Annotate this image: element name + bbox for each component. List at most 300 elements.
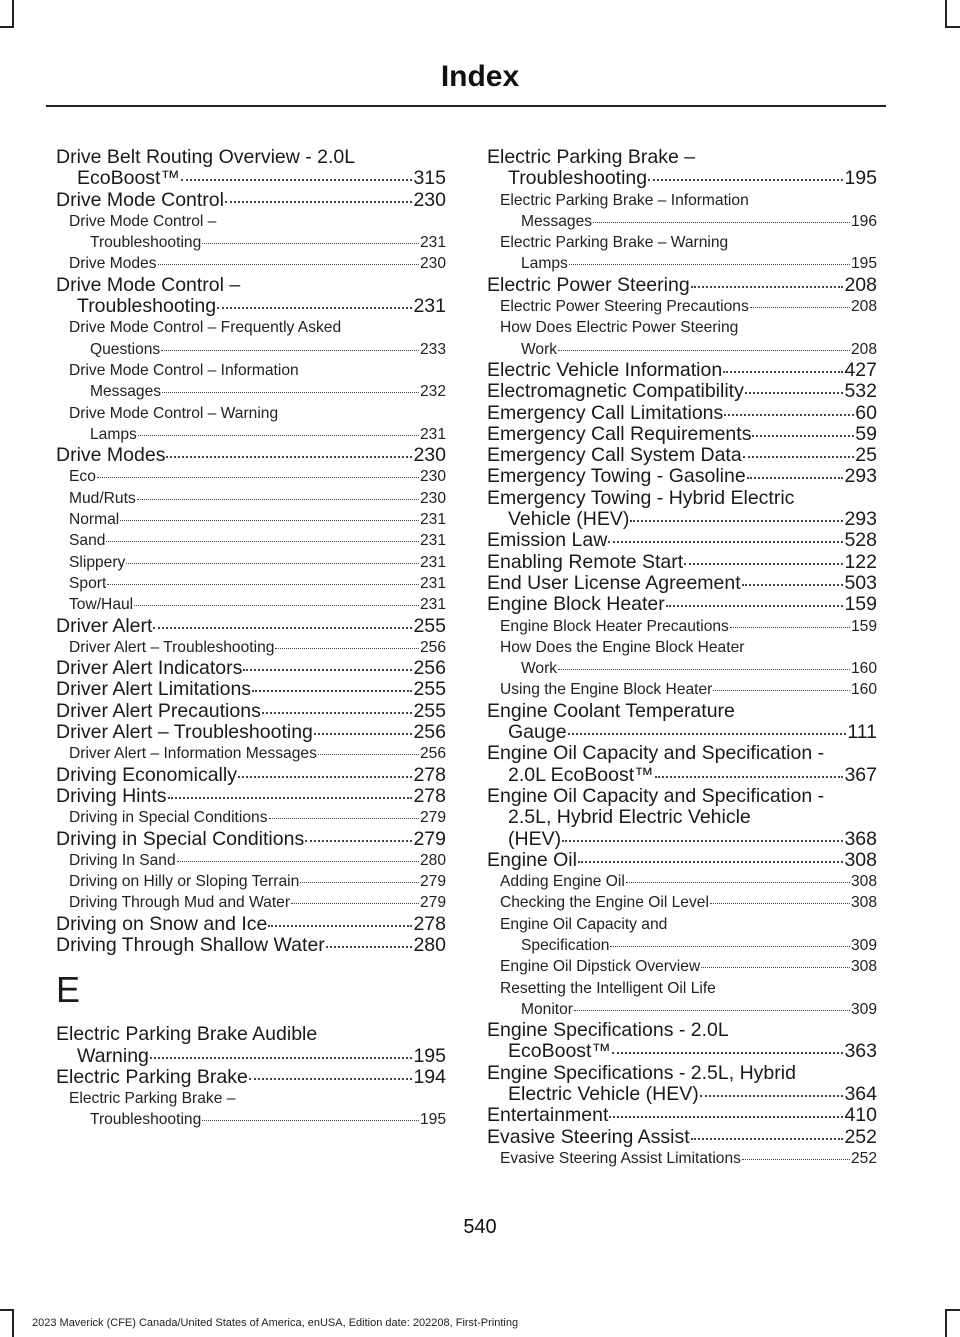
index-entry[interactable] (56, 445, 446, 466)
entry-text-line: Drive Mode Control – Frequently Asked (69, 319, 342, 337)
entry-page-number: 503 (844, 572, 877, 594)
index-entry[interactable] (56, 701, 446, 722)
entry-label: Tow/Haul (69, 596, 134, 614)
index-column-right (487, 147, 877, 1169)
entry-leader-line (500, 679, 877, 700)
dot-leader (562, 840, 843, 842)
index-subentry[interactable] (487, 232, 877, 275)
entry-page-number: 111 (847, 722, 877, 744)
entry-text-line: Engine Oil Capacity and (500, 915, 668, 933)
entry-label: Troubleshooting (508, 168, 648, 190)
index-entry[interactable] (56, 190, 446, 211)
dot-leader (168, 797, 413, 799)
entry-label: Electric Vehicle Information (487, 359, 723, 381)
entry-page-number: 528 (844, 530, 877, 552)
index-subentry[interactable] (487, 871, 877, 892)
entry-page-number: 60 (855, 402, 877, 424)
entry-page-number: 230 (413, 189, 446, 211)
dot-leader (684, 563, 843, 565)
index-subentry[interactable] (56, 360, 446, 403)
entry-page-number: 232 (419, 383, 446, 401)
entry-label: Electric Power Steering Precautions (500, 298, 749, 316)
index-entry[interactable] (56, 1024, 446, 1067)
index-subentry[interactable] (56, 594, 446, 615)
dot-leader (305, 840, 412, 842)
entry-page-number: 255 (413, 679, 446, 701)
entry-label: Work (521, 340, 558, 358)
dot-leader (252, 690, 412, 692)
index-subentry[interactable] (56, 530, 446, 551)
index-subentry[interactable] (487, 978, 877, 1021)
index-entry[interactable] (487, 850, 877, 871)
entry-leader-line (56, 914, 446, 935)
entry-text-line: Drive Mode Control – (69, 212, 217, 230)
dot-leader (608, 541, 843, 543)
dot-leader (97, 477, 419, 478)
entry-leader-line (69, 892, 446, 913)
index-subentry[interactable] (487, 892, 877, 913)
entry-label: Troubleshooting (90, 234, 202, 252)
entry-text-line: Electric Parking Brake Audible (56, 1023, 318, 1046)
index-subentry[interactable] (56, 253, 446, 274)
entry-page-number: 256 (419, 638, 446, 656)
dot-leader (138, 435, 419, 436)
entry-page-number: 279 (413, 828, 446, 850)
index-subentry[interactable] (56, 573, 446, 594)
entry-label: 2.0L EcoBoost™ (508, 764, 654, 786)
entry-page-number: 252 (844, 1126, 877, 1148)
entry-leader-line (487, 403, 877, 424)
entry-text-line: Resetting the Intelligent Oil Life (500, 979, 716, 997)
dot-leader (745, 392, 844, 394)
dot-leader (106, 541, 419, 542)
index-entry[interactable] (56, 786, 446, 807)
index-subentry[interactable] (56, 743, 446, 764)
entry-leader-line (56, 616, 446, 637)
page-title: Index (440, 60, 520, 93)
index-entry[interactable] (56, 722, 446, 743)
section-letter: E (56, 969, 81, 1011)
entry-label: Mud/Ruts (69, 489, 136, 507)
index-subentry[interactable] (487, 679, 877, 700)
entry-leader-line (69, 466, 446, 487)
entry-label: Checking the Engine Oil Level (500, 894, 709, 912)
dot-leader (568, 733, 847, 735)
entry-leader-line (487, 360, 877, 381)
dot-leader (666, 605, 844, 607)
entry-label: Engine Block Heater Precautions (500, 617, 729, 635)
index-entry[interactable] (56, 679, 446, 700)
entry-leader-line (56, 829, 446, 850)
index-subentry[interactable] (56, 466, 446, 487)
entry-label: Emergency Call Requirements (487, 423, 752, 445)
entry-label: Lamps (90, 425, 137, 443)
crop-mark (12, 0, 14, 26)
entry-leader-line (487, 850, 877, 871)
dot-leader (752, 435, 854, 437)
index-entry[interactable] (56, 275, 446, 318)
dot-leader (318, 754, 419, 755)
entry-label: Electromagnetic Compatibility (487, 381, 744, 403)
entry-leader-line (487, 275, 877, 296)
entry-label: Troubleshooting (77, 296, 217, 318)
dot-leader (217, 307, 412, 309)
entry-text-line: Emergency Towing - Hybrid Electric (487, 486, 795, 509)
entry-text-line: Drive Mode Control – Information (69, 361, 299, 379)
dot-leader (291, 903, 419, 904)
index-entry[interactable] (56, 658, 446, 679)
entry-text-line: Drive Belt Routing Overview - 2.0L (56, 146, 356, 168)
entry-label: Troubleshooting (90, 1111, 202, 1129)
index-entry[interactable] (487, 147, 877, 190)
entry-label: Specification (521, 936, 610, 954)
entry-leader-line (500, 892, 877, 913)
entry-page-number: 231 (419, 425, 446, 443)
entry-leader-line (487, 829, 877, 850)
index-subentry[interactable] (487, 317, 877, 360)
entry-leader-line (500, 296, 877, 317)
entry-leader-line (487, 1127, 877, 1148)
index-entry[interactable] (56, 935, 446, 956)
index-entry[interactable] (487, 403, 877, 424)
entry-page-number: 231 (419, 511, 446, 529)
dot-leader (713, 690, 850, 691)
index-subentry[interactable] (487, 296, 877, 317)
index-entry[interactable] (487, 275, 877, 296)
entry-page-number: 279 (419, 809, 446, 827)
entry-leader-line (69, 488, 446, 509)
entry-label: Driver Alert – Troubleshooting (56, 722, 313, 744)
entry-leader-line (500, 871, 877, 892)
entry-leader-line (69, 573, 446, 594)
entry-leader-line (500, 935, 877, 956)
entry-label: Enabling Remote Start (487, 551, 684, 573)
dot-leader (120, 520, 419, 521)
entry-leader-line (500, 999, 877, 1020)
entry-page-number: 255 (413, 700, 446, 722)
dot-leader (275, 648, 419, 649)
entry-label: Monitor (521, 1000, 573, 1018)
entry-page-number: 231 (419, 234, 446, 252)
entry-label: Driving Hints (56, 785, 167, 807)
index-entry[interactable] (487, 594, 877, 615)
entry-page-number: 308 (850, 958, 877, 976)
index-entry[interactable] (487, 552, 877, 573)
dot-leader (161, 350, 419, 351)
entry-leader-line (56, 722, 446, 743)
entry-label: Gauge (508, 722, 567, 744)
entry-leader-line (487, 573, 877, 594)
entry-leader-line (56, 658, 446, 679)
index-entry[interactable] (56, 829, 446, 850)
dot-leader (269, 818, 419, 819)
index-subentry[interactable] (487, 190, 877, 233)
entry-leader-line (487, 1041, 877, 1062)
entry-page-number: 230 (419, 489, 446, 507)
entry-label: Adding Engine Oil (500, 873, 625, 891)
entry-leader-line (500, 1148, 877, 1169)
entry-leader-line (487, 168, 877, 189)
index-entry[interactable] (487, 424, 877, 445)
index-column-left (56, 147, 446, 1131)
dot-leader (181, 179, 412, 181)
dot-leader (166, 456, 412, 458)
dot-leader (150, 1057, 413, 1059)
index-subentry[interactable] (487, 637, 877, 680)
dot-leader (300, 882, 419, 883)
entry-label: Driver Alert – Troubleshooting (69, 638, 275, 656)
entry-leader-line (487, 552, 877, 573)
entry-label: Driving Through Mud and Water (69, 894, 291, 912)
index-subentry[interactable] (56, 317, 446, 360)
entry-page-number: 279 (419, 894, 446, 912)
entry-label: Emission Law (487, 530, 608, 552)
entry-label: Electric Power Steering (487, 274, 690, 296)
entry-label: Driver Alert Limitations (56, 679, 252, 701)
entry-page-number: 230 (419, 468, 446, 486)
entry-text-line: 2.5L, Hybrid Electric Vehicle (508, 806, 751, 829)
entry-leader-line (500, 658, 877, 679)
entry-page-number: 308 (850, 894, 877, 912)
entry-label: Engine Oil (487, 849, 577, 871)
entry-label: Emergency Towing - Gasoline (487, 466, 746, 488)
index-subentry[interactable] (56, 637, 446, 658)
index-subentry[interactable] (56, 807, 446, 828)
entry-label: Slippery (69, 553, 126, 571)
index-subentry[interactable] (56, 850, 446, 871)
entry-text-line: Drive Mode Control – Warning (69, 404, 279, 422)
dot-leader (569, 264, 850, 265)
dot-leader (158, 264, 419, 265)
entry-page-number: 195 (850, 255, 877, 273)
entry-leader-line (487, 381, 877, 402)
entry-page-number: 196 (850, 212, 877, 230)
entry-leader-line (69, 594, 446, 615)
entry-page-number: 208 (844, 274, 877, 296)
entry-page-number: 208 (850, 340, 877, 358)
page-number: 540 (463, 1216, 497, 1238)
entry-page-number: 364 (844, 1084, 877, 1106)
entry-page-number: 255 (413, 615, 446, 637)
entry-label: Engine Block Heater (487, 594, 665, 616)
entry-page-number: 367 (844, 764, 877, 786)
entry-page-number: 195 (413, 1045, 446, 1067)
index-subentry[interactable] (56, 403, 446, 446)
entry-leader-line (69, 339, 446, 360)
entry-page-number: 363 (844, 1041, 877, 1063)
dot-leader (162, 392, 419, 393)
entry-leader-line (69, 509, 446, 530)
entry-leader-line (69, 381, 446, 402)
entry-label: Eco (69, 468, 96, 486)
entry-leader-line (69, 871, 446, 892)
entry-page-number: 25 (855, 445, 877, 467)
entry-label: Emergency Call System Data (487, 445, 742, 467)
dot-leader (612, 1052, 843, 1054)
index-subentry[interactable] (487, 1148, 877, 1169)
entry-page-number: 230 (419, 255, 446, 273)
entry-leader-line (69, 552, 446, 573)
index-subentry[interactable] (56, 892, 446, 913)
crop-mark (945, 1309, 960, 1311)
entry-label: Driving Through Shallow Water (56, 934, 325, 956)
entry-leader-line (487, 765, 877, 786)
entry-label: Questions (90, 340, 161, 358)
entry-label: Lamps (521, 255, 568, 273)
entry-label: Emergency Call Limitations (487, 402, 724, 424)
index-subentry[interactable] (56, 552, 446, 573)
index-subentry[interactable] (56, 871, 446, 892)
entry-label: EcoBoost™ (77, 168, 180, 190)
entry-label: EcoBoost™ (508, 1041, 611, 1063)
crop-mark (945, 1310, 947, 1337)
dot-leader (202, 243, 419, 244)
crop-mark (945, 26, 960, 28)
entry-page-number: 194 (413, 1066, 446, 1088)
entry-label: Normal (69, 511, 120, 529)
entry-label: Messages (90, 383, 162, 401)
entry-page-number: 231 (419, 532, 446, 550)
entry-label: Driver Alert (56, 615, 153, 637)
dot-leader (648, 179, 843, 181)
entry-text-line: Electric Parking Brake – (69, 1090, 236, 1108)
crop-mark (12, 1310, 14, 1337)
index-subentry[interactable] (56, 509, 446, 530)
index-entry[interactable] (487, 1127, 877, 1148)
entry-leader-line (69, 253, 446, 274)
index-entry[interactable] (487, 445, 877, 466)
entry-leader-line (69, 232, 446, 253)
entry-page-number: 252 (850, 1149, 877, 1167)
index-entry[interactable] (487, 743, 877, 786)
dot-leader (742, 584, 844, 586)
entry-page-number: 256 (419, 745, 446, 763)
entry-leader-line (56, 296, 446, 317)
index-entry[interactable] (487, 1063, 877, 1106)
index-entry[interactable] (56, 147, 446, 190)
dot-leader (691, 286, 844, 288)
entry-page-number: 280 (413, 934, 446, 956)
index-entry[interactable] (487, 1105, 877, 1126)
dot-leader (558, 669, 850, 670)
entry-label: Driver Alert – Information Messages (69, 745, 317, 763)
entry-page-number: 159 (850, 617, 877, 635)
footer-text: 2023 Maverick (CFE) Canada/United States of America, enUSA, Edition date: 202208, First-Printing (32, 1317, 519, 1329)
index-entry[interactable] (487, 701, 877, 744)
dot-leader (249, 1078, 413, 1080)
dot-leader (262, 712, 413, 714)
entry-page-number: 233 (419, 340, 446, 358)
entry-leader-line (56, 190, 446, 211)
dot-leader (710, 903, 850, 904)
entry-page-number: 309 (850, 1000, 877, 1018)
entry-leader-line (56, 168, 446, 189)
entry-leader-line (487, 594, 877, 615)
entry-page-number: 195 (844, 168, 877, 190)
dot-leader (238, 776, 412, 778)
dot-leader (700, 1095, 844, 1097)
index-subentry[interactable] (56, 488, 446, 509)
entry-leader-line (500, 616, 877, 637)
entry-label: Vehicle (HEV) (508, 509, 630, 531)
dot-leader (691, 1138, 844, 1140)
entry-page-number: 231 (419, 553, 446, 571)
index-subentry[interactable] (487, 956, 877, 977)
crop-mark (0, 1309, 14, 1311)
index-entry[interactable] (487, 360, 877, 381)
entry-page-number: 293 (844, 509, 877, 531)
entry-page-number: 278 (413, 764, 446, 786)
entry-page-number: 256 (413, 658, 446, 680)
entry-leader-line (487, 445, 877, 466)
entry-page-number: 308 (844, 849, 877, 871)
entry-label: Driving Economically (56, 764, 237, 786)
entry-leader-line (69, 1109, 446, 1130)
dot-leader (177, 861, 419, 862)
entry-leader-line (56, 445, 446, 466)
entry-page-number: 160 (850, 660, 877, 678)
entry-leader-line (487, 1084, 877, 1105)
index-entry[interactable] (56, 616, 446, 637)
entry-label: Drive Mode Control (56, 189, 224, 211)
entry-leader-line (69, 850, 446, 871)
dot-leader (558, 350, 850, 351)
entry-leader-line (69, 807, 446, 828)
index-entry[interactable] (487, 381, 877, 402)
index-entry[interactable] (487, 1020, 877, 1063)
entry-page-number: 195 (419, 1111, 446, 1129)
index-entry[interactable] (487, 573, 877, 594)
entry-leader-line (56, 1067, 446, 1088)
entry-page-number: 231 (419, 574, 446, 592)
entry-leader-line (487, 424, 877, 445)
entry-page-number: 410 (844, 1105, 877, 1127)
dot-leader (701, 967, 850, 968)
entry-text-line: Electric Parking Brake – Information (500, 191, 749, 209)
index-entry[interactable] (487, 466, 877, 487)
index-subentry[interactable] (56, 211, 446, 254)
crop-mark (0, 26, 14, 28)
entry-page-number: 160 (850, 681, 877, 699)
entry-page-number: 309 (850, 936, 877, 954)
entry-text-line: How Does the Engine Block Heater (500, 638, 745, 656)
index-subentry[interactable] (487, 914, 877, 957)
index-entry[interactable] (487, 488, 877, 531)
dot-leader (202, 1120, 419, 1121)
index-subentry[interactable] (487, 616, 877, 637)
entry-label: Messages (521, 212, 593, 230)
dot-leader (574, 1010, 850, 1011)
index-entry[interactable] (487, 786, 877, 850)
index-entry[interactable] (487, 530, 877, 551)
dot-leader (723, 371, 843, 373)
index-entry[interactable] (56, 1067, 446, 1088)
entry-page-number: 368 (844, 828, 877, 850)
entry-leader-line (487, 509, 877, 530)
index-entry[interactable] (56, 765, 446, 786)
dot-leader (742, 1159, 850, 1160)
entry-label: Warning (77, 1045, 149, 1067)
dot-leader (134, 605, 419, 606)
dot-leader (225, 201, 412, 203)
entry-label: Driving in Special Conditions (69, 809, 268, 827)
entry-leader-line (69, 424, 446, 445)
index-subentry[interactable] (56, 1088, 446, 1131)
index-entry[interactable] (56, 914, 446, 935)
entry-leader-line (500, 253, 877, 274)
entry-label: Driving on Snow and Ice (56, 913, 268, 935)
entry-page-number: 279 (419, 873, 446, 891)
